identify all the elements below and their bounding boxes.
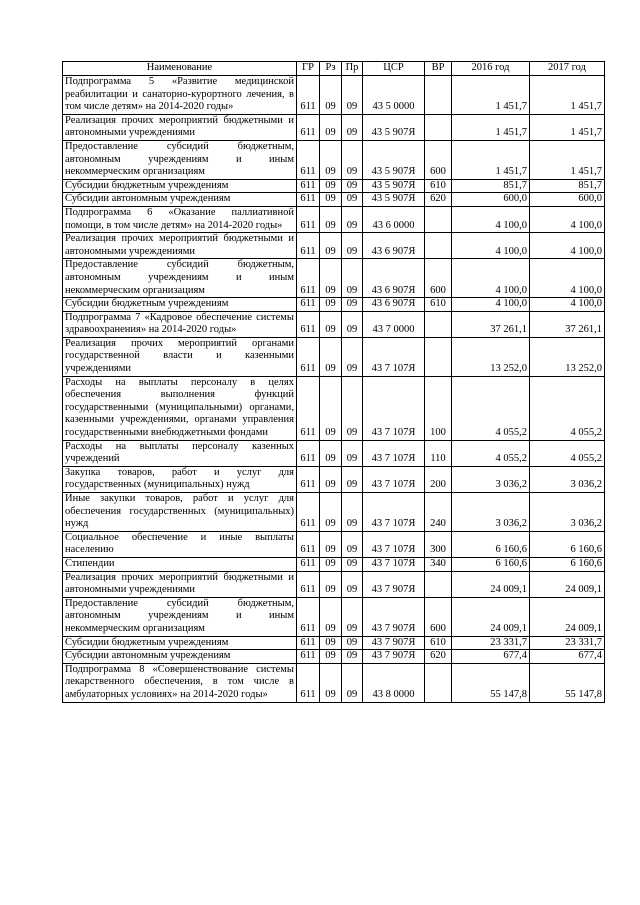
table-row — [63, 114, 605, 140]
cell-vr: 620 — [425, 650, 452, 664]
cell-name: Реализация прочих мероприятий бюджетными и автономными учреждениями — [63, 233, 297, 259]
cell-gr: 611 — [297, 259, 320, 298]
cell-csr: 43 5 907Я — [363, 193, 425, 207]
cell-name: Подпрограмма 6 «Оказание паллиативной помощи, в том числе детям» на 2014-2020 годы» — [63, 206, 297, 232]
cell-csr: 43 7 107Я — [363, 466, 425, 492]
cell-csr: 43 7 107Я — [363, 557, 425, 571]
cell-csr: 43 7 107Я — [363, 337, 425, 376]
cell-2016: 23 331,7 — [452, 636, 530, 650]
table-row — [63, 466, 605, 492]
cell-rz: 09 — [320, 531, 342, 557]
cell-csr: 43 7 907Я — [363, 650, 425, 664]
cell-csr: 43 8 0000 — [363, 663, 425, 702]
cell-pr: 09 — [342, 76, 363, 115]
table-row — [63, 206, 605, 232]
cell-pr: 09 — [342, 650, 363, 664]
cell-name: Подпрограмма 7 «Кадровое обеспечение системы здравоохранения» на 2014-2020 годы» — [63, 311, 297, 337]
cell-gr: 611 — [297, 636, 320, 650]
cell-pr: 09 — [342, 179, 363, 193]
cell-2016: 1 451,7 — [452, 76, 530, 115]
cell-csr: 43 7 107Я — [363, 376, 425, 440]
cell-2016: 4 100,0 — [452, 259, 530, 298]
cell-name: Реализация прочих мероприятий органами государственной власти и казенными учреждениями — [63, 337, 297, 376]
table-row — [63, 557, 605, 571]
cell-2016: 3 036,2 — [452, 493, 530, 532]
table-row — [63, 179, 605, 193]
header-gr: ГР — [297, 62, 320, 76]
cell-2017: 37 261,1 — [530, 311, 605, 337]
cell-gr: 611 — [297, 571, 320, 597]
cell-2016: 6 160,6 — [452, 557, 530, 571]
table-row — [63, 493, 605, 532]
cell-vr: 110 — [425, 440, 452, 466]
cell-2017: 4 100,0 — [530, 259, 605, 298]
cell-rz: 09 — [320, 76, 342, 115]
table-row — [63, 311, 605, 337]
cell-name: Иные закупки товаров, работ и услуг для обеспечения государственных (муниципальных) нужд — [63, 493, 297, 532]
cell-pr: 09 — [342, 466, 363, 492]
cell-csr: 43 5 907Я — [363, 179, 425, 193]
cell-rz: 09 — [320, 233, 342, 259]
cell-pr: 09 — [342, 376, 363, 440]
cell-csr: 43 6 0000 — [363, 206, 425, 232]
cell-gr: 611 — [297, 337, 320, 376]
cell-gr: 611 — [297, 76, 320, 115]
cell-vr: 600 — [425, 597, 452, 636]
cell-2017: 851,7 — [530, 179, 605, 193]
cell-2017: 4 055,2 — [530, 376, 605, 440]
cell-pr: 09 — [342, 440, 363, 466]
cell-2017: 1 451,7 — [530, 76, 605, 115]
cell-rz: 09 — [320, 298, 342, 312]
cell-vr: 620 — [425, 193, 452, 207]
header-name: Наименование — [63, 62, 297, 76]
cell-rz: 09 — [320, 259, 342, 298]
cell-rz: 09 — [320, 571, 342, 597]
cell-2017: 6 160,6 — [530, 557, 605, 571]
cell-vr — [425, 311, 452, 337]
cell-csr: 43 7 107Я — [363, 493, 425, 532]
cell-rz: 09 — [320, 636, 342, 650]
table-row — [63, 259, 605, 298]
cell-csr: 43 5 0000 — [363, 76, 425, 115]
cell-vr — [425, 76, 452, 115]
cell-2016: 4 100,0 — [452, 206, 530, 232]
cell-vr: 200 — [425, 466, 452, 492]
cell-pr: 09 — [342, 233, 363, 259]
cell-rz: 09 — [320, 557, 342, 571]
cell-pr: 09 — [342, 259, 363, 298]
cell-name: Предоставление субсидий бюджетным, автономным учреждениям и иным некоммерческим организациям — [63, 597, 297, 636]
cell-2016: 851,7 — [452, 179, 530, 193]
cell-2016: 4 055,2 — [452, 440, 530, 466]
cell-vr — [425, 571, 452, 597]
cell-2017: 4 100,0 — [530, 298, 605, 312]
cell-csr: 43 6 907Я — [363, 298, 425, 312]
cell-2016: 4 055,2 — [452, 376, 530, 440]
cell-name: Закупка товаров, работ и услуг для государственных (муниципальных) нужд — [63, 466, 297, 492]
cell-name: Субсидии бюджетным учреждениям — [63, 179, 297, 193]
cell-pr: 09 — [342, 531, 363, 557]
cell-name: Расходы на выплаты персоналу в целях обеспечения выполнения функций государственными (муниципальными) органами, казенными учреждениями, органами управления государственными внебюджетными фондами — [63, 376, 297, 440]
cell-gr: 611 — [297, 376, 320, 440]
cell-name: Предоставление субсидий бюджетным, автономным учреждениям и иным некоммерческим организациям — [63, 259, 297, 298]
cell-vr — [425, 337, 452, 376]
header-2016: 2016 год — [452, 62, 530, 76]
cell-gr: 611 — [297, 179, 320, 193]
cell-csr: 43 7 107Я — [363, 531, 425, 557]
cell-name: Расходы на выплаты персоналу казенных учреждений — [63, 440, 297, 466]
cell-gr: 611 — [297, 193, 320, 207]
cell-gr: 611 — [297, 663, 320, 702]
cell-csr: 43 7 907Я — [363, 571, 425, 597]
cell-rz: 09 — [320, 440, 342, 466]
cell-name: Субсидии автономным учреждениям — [63, 193, 297, 207]
cell-rz: 09 — [320, 597, 342, 636]
cell-name: Стипендии — [63, 557, 297, 571]
cell-gr: 611 — [297, 531, 320, 557]
cell-pr: 09 — [342, 140, 363, 179]
cell-name: Предоставление субсидий бюджетным, автономным учреждениям и иным некоммерческим организациям — [63, 140, 297, 179]
cell-pr: 09 — [342, 493, 363, 532]
cell-2016: 4 100,0 — [452, 298, 530, 312]
cell-pr: 09 — [342, 337, 363, 376]
cell-gr: 611 — [297, 206, 320, 232]
cell-gr: 611 — [297, 440, 320, 466]
cell-name: Подпрограмма 8 «Совершенствование системы лекарственного обеспечения, в том числе в амбулаторных условиях» на 2014-2020 годы» — [63, 663, 297, 702]
cell-csr: 43 6 907Я — [363, 259, 425, 298]
cell-vr: 610 — [425, 179, 452, 193]
cell-name: Субсидии бюджетным учреждениям — [63, 298, 297, 312]
cell-gr: 611 — [297, 114, 320, 140]
cell-name: Субсидии автономным учреждениям — [63, 650, 297, 664]
cell-vr: 340 — [425, 557, 452, 571]
cell-2016: 4 100,0 — [452, 233, 530, 259]
cell-rz: 09 — [320, 493, 342, 532]
cell-csr: 43 6 907Я — [363, 233, 425, 259]
header-vr: ВР — [425, 62, 452, 76]
cell-vr: 610 — [425, 636, 452, 650]
cell-gr: 611 — [297, 311, 320, 337]
cell-2016: 24 009,1 — [452, 597, 530, 636]
cell-2017: 600,0 — [530, 193, 605, 207]
table-row — [63, 298, 605, 312]
cell-2016: 13 252,0 — [452, 337, 530, 376]
cell-vr — [425, 233, 452, 259]
header-pr: Пр — [342, 62, 363, 76]
cell-rz: 09 — [320, 179, 342, 193]
cell-pr: 09 — [342, 114, 363, 140]
cell-rz: 09 — [320, 114, 342, 140]
cell-pr: 09 — [342, 571, 363, 597]
cell-2017: 3 036,2 — [530, 493, 605, 532]
table-row — [63, 76, 605, 115]
cell-2017: 1 451,7 — [530, 114, 605, 140]
budget-table — [62, 61, 605, 703]
cell-gr: 611 — [297, 140, 320, 179]
cell-rz: 09 — [320, 140, 342, 179]
cell-2017: 13 252,0 — [530, 337, 605, 376]
cell-2016: 37 261,1 — [452, 311, 530, 337]
cell-pr: 09 — [342, 636, 363, 650]
cell-2017: 24 009,1 — [530, 571, 605, 597]
cell-rz: 09 — [320, 663, 342, 702]
cell-rz: 09 — [320, 376, 342, 440]
cell-csr: 43 7 907Я — [363, 597, 425, 636]
cell-2017: 677,4 — [530, 650, 605, 664]
table-row — [63, 531, 605, 557]
cell-name: Субсидии бюджетным учреждениям — [63, 636, 297, 650]
cell-2017: 3 036,2 — [530, 466, 605, 492]
cell-pr: 09 — [342, 206, 363, 232]
header-2017: 2017 год — [530, 62, 605, 76]
cell-2017: 6 160,6 — [530, 531, 605, 557]
cell-vr — [425, 663, 452, 702]
cell-2017: 4 055,2 — [530, 440, 605, 466]
cell-2016: 1 451,7 — [452, 114, 530, 140]
cell-csr: 43 7 107Я — [363, 440, 425, 466]
table-row — [63, 233, 605, 259]
cell-vr — [425, 206, 452, 232]
cell-2016: 55 147,8 — [452, 663, 530, 702]
table-row — [63, 440, 605, 466]
header-csr: ЦСР — [363, 62, 425, 76]
cell-vr: 610 — [425, 298, 452, 312]
cell-2016: 3 036,2 — [452, 466, 530, 492]
cell-csr: 43 7 0000 — [363, 311, 425, 337]
cell-rz: 09 — [320, 311, 342, 337]
cell-rz: 09 — [320, 193, 342, 207]
cell-gr: 611 — [297, 557, 320, 571]
table-row — [63, 140, 605, 179]
cell-name: Социальное обеспечение и иные выплаты населению — [63, 531, 297, 557]
cell-rz: 09 — [320, 206, 342, 232]
cell-name: Реализация прочих мероприятий бюджетными и автономными учреждениями — [63, 571, 297, 597]
cell-vr: 240 — [425, 493, 452, 532]
cell-2016: 24 009,1 — [452, 571, 530, 597]
cell-pr: 09 — [342, 663, 363, 702]
cell-rz: 09 — [320, 650, 342, 664]
cell-gr: 611 — [297, 650, 320, 664]
cell-pr: 09 — [342, 298, 363, 312]
cell-pr: 09 — [342, 557, 363, 571]
cell-rz: 09 — [320, 337, 342, 376]
cell-vr: 600 — [425, 140, 452, 179]
table-body — [63, 76, 605, 703]
cell-vr — [425, 114, 452, 140]
cell-name: Реализация прочих мероприятий бюджетными и автономными учреждениями — [63, 114, 297, 140]
table-row — [63, 193, 605, 207]
table-row — [63, 337, 605, 376]
cell-2017: 1 451,7 — [530, 140, 605, 179]
cell-2017: 55 147,8 — [530, 663, 605, 702]
cell-2016: 6 160,6 — [452, 531, 530, 557]
cell-rz: 09 — [320, 466, 342, 492]
table-row — [63, 376, 605, 440]
cell-2017: 4 100,0 — [530, 206, 605, 232]
cell-vr: 100 — [425, 376, 452, 440]
cell-2017: 23 331,7 — [530, 636, 605, 650]
cell-2016: 677,4 — [452, 650, 530, 664]
table-row — [63, 597, 605, 636]
cell-name: Подпрограмма 5 «Развитие медицинской реабилитации и санаторно-курортного лечения, в том числе детям» на 2014-2020 годы» — [63, 76, 297, 115]
cell-pr: 09 — [342, 311, 363, 337]
cell-csr: 43 5 907Я — [363, 140, 425, 179]
cell-csr: 43 7 907Я — [363, 636, 425, 650]
cell-vr: 300 — [425, 531, 452, 557]
table-header-row — [63, 62, 605, 76]
cell-gr: 611 — [297, 233, 320, 259]
cell-csr: 43 5 907Я — [363, 114, 425, 140]
cell-2017: 4 100,0 — [530, 233, 605, 259]
cell-2017: 24 009,1 — [530, 597, 605, 636]
table-row — [63, 663, 605, 702]
cell-gr: 611 — [297, 597, 320, 636]
cell-vr: 600 — [425, 259, 452, 298]
cell-gr: 611 — [297, 466, 320, 492]
cell-gr: 611 — [297, 493, 320, 532]
cell-2016: 600,0 — [452, 193, 530, 207]
cell-gr: 611 — [297, 298, 320, 312]
table-row — [63, 571, 605, 597]
cell-pr: 09 — [342, 597, 363, 636]
table-row — [63, 636, 605, 650]
cell-2016: 1 451,7 — [452, 140, 530, 179]
header-rz: Рз — [320, 62, 342, 76]
cell-pr: 09 — [342, 193, 363, 207]
table-row — [63, 650, 605, 664]
